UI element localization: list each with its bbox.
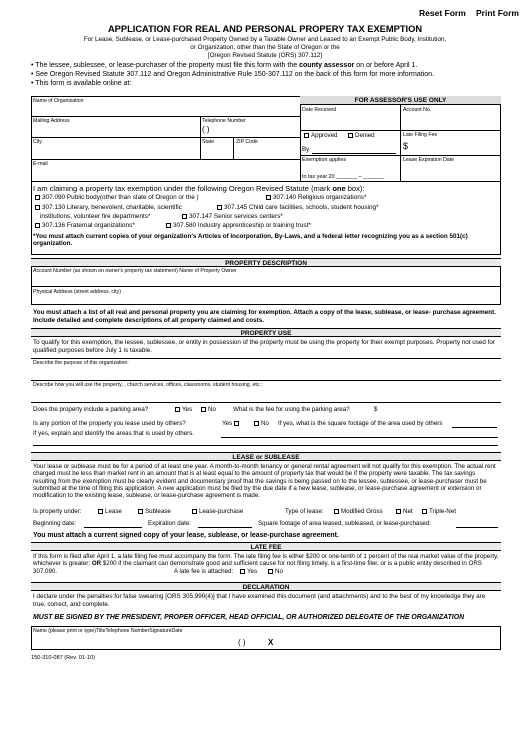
- checkbox-307-140[interactable]: [266, 195, 271, 200]
- signature-phone-input[interactable]: ( ): [238, 638, 246, 647]
- email-label: E-mail: [33, 161, 48, 167]
- mailing-address-input[interactable]: [33, 125, 198, 136]
- option-307-136[interactable]: 307.136 Fraternal organizations*: [33, 222, 135, 229]
- property-under-label: Is property under:: [33, 508, 82, 515]
- physical-address-label: Physical Address (street address, city): [33, 289, 121, 295]
- lease-option[interactable]: Lease: [96, 508, 122, 515]
- leased-sqft-label: Square footage of area leased, subleased, or lease-purchased:: [258, 520, 432, 527]
- option-307-130[interactable]: 307.130 Literary, benevolent, charitable, scientific: [33, 204, 182, 211]
- claim-intro: I am claiming a property tax exemption under the following Oregon Revised Statute (mark one box):: [33, 184, 365, 193]
- lease-expiration-label: Lease Expiration Date: [403, 157, 455, 163]
- parking-yes-option[interactable]: Yes: [173, 406, 192, 413]
- late-filing-fee-label: Late Filing Fee: [403, 132, 438, 138]
- must-be-signed-note: MUST BE SIGNED BY THE PRESIDENT, PROPER OFFICER, HEAD OFFICIAL, OR AUTHORIZED DELEGATE OF THE ORGANIZATION: [33, 614, 465, 621]
- declaration-text: I declare under the penalties for false swearing [ORS 305.990(4)] that I have examined this document (and attachments) and to the best of my knowledge they are true, correct, and complete.: [33, 593, 486, 608]
- net-checkbox[interactable]: [396, 509, 401, 514]
- by-label: By: [302, 146, 310, 153]
- parking-no-option[interactable]: No: [199, 406, 216, 413]
- assessor-use-title: FOR ASSESSOR'S USE ONLY: [300, 96, 501, 105]
- signature-x-mark: X: [268, 638, 274, 647]
- modified-gross-option[interactable]: Modified Gross: [332, 508, 383, 515]
- city-input[interactable]: [33, 146, 198, 157]
- property-use-title: PROPERTY USE: [31, 328, 501, 337]
- used-by-others-question: Is any portion of the property you lease used by others?: [33, 420, 186, 427]
- type-of-lease-label: Type of lease:: [285, 508, 324, 515]
- checkbox-307-090[interactable]: [35, 195, 40, 200]
- sublease-checkbox[interactable]: [138, 509, 143, 514]
- lease-checkbox[interactable]: [98, 509, 103, 514]
- city-label: City: [33, 139, 42, 145]
- signature-input[interactable]: [278, 636, 438, 648]
- modified-gross-checkbox[interactable]: [334, 509, 339, 514]
- org-name-label: Name of Organization: [33, 98, 84, 104]
- others-no-checkbox[interactable]: [254, 421, 259, 426]
- org-name-input[interactable]: [33, 105, 298, 115]
- approved-option[interactable]: Approved: [302, 132, 338, 139]
- date-received-label: Date Received: [302, 107, 337, 113]
- bullet-3: • This form is available online at:: [31, 80, 132, 87]
- explain-others-label: If yes, explain and identify the areas that is used by others.: [33, 430, 194, 437]
- late-fee-no-checkbox[interactable]: [268, 569, 273, 574]
- form-title: APPLICATION FOR REAL AND PERSONAL PROPERY TAX EXEMPTION: [107, 24, 423, 34]
- triple-net-checkbox[interactable]: [422, 509, 427, 514]
- purpose-label: Describe the purpose of this organization:: [33, 360, 129, 366]
- late-fee-yes-option[interactable]: Yes: [238, 568, 257, 575]
- option-307-140[interactable]: 307.140 Religious organizations*: [264, 194, 366, 201]
- physical-address-input[interactable]: [33, 296, 498, 304]
- account-owner-input[interactable]: [33, 275, 498, 285]
- parking-fee-label: What is the fee for using the parking area?: [233, 406, 350, 413]
- lease-purchase-option[interactable]: Lease-purchase: [190, 508, 243, 515]
- email-input[interactable]: [33, 168, 298, 180]
- checkbox-307-130[interactable]: [35, 205, 40, 210]
- others-yes-checkbox[interactable]: [234, 421, 239, 426]
- form-number: 150-310-087 (Rev. 01-10): [31, 655, 95, 661]
- tax-year-label: to tax year 20 _______ – _______: [302, 174, 385, 180]
- property-description-title: PROPERTY DESCRIPTION: [31, 258, 501, 267]
- parking-fee-dollar: $: [374, 406, 378, 413]
- signature-fields-label: Name (please print or type)TitleTelephone NumberSignatureDate: [33, 628, 183, 634]
- date-input[interactable]: [442, 636, 498, 648]
- bullet-2: • See Oregon Revised Statute 307.112 and Oregon Administrative Rule 150-307.112 on the back of this form for more information.: [31, 71, 434, 78]
- account-owner-label: Account Number (as shown on owner's property tax statement) Name of Property Owner: [33, 268, 237, 274]
- parking-yes-checkbox[interactable]: [175, 407, 180, 412]
- parking-fee-input[interactable]: [380, 406, 498, 414]
- late-fee-attached-label: A late fee is attached:: [174, 568, 234, 575]
- net-option[interactable]: Net: [394, 508, 413, 515]
- triple-net-option[interactable]: Triple-Net: [420, 508, 456, 515]
- parking-question: Does the property include a parking area?: [33, 406, 149, 413]
- state-label: State: [202, 139, 215, 145]
- checkbox-307-145[interactable]: [217, 205, 222, 210]
- declaration-title: DECLARATION: [31, 582, 501, 591]
- exemption-applies-label: Exemption applies: [302, 157, 347, 163]
- zip-label: ZIP Code: [236, 139, 258, 145]
- checkbox-307-580[interactable]: [166, 223, 171, 228]
- purpose-input[interactable]: [33, 367, 498, 379]
- checkbox-307-136[interactable]: [35, 223, 40, 228]
- property-use-input[interactable]: [33, 389, 498, 401]
- form-subtitle-2: or Organization, other than the State of Oregon or the: [190, 44, 340, 51]
- late-fee-text: If this form is filed after April 1, a late filing fee must accompany the form. The late filing fee is either $200 or one-tenth of 1 percent of the real market value of the property, whichever is greater; OR $200 if the claimant can demonstrate good and sufficient cause for not filing timely, is a first-time filer, or is a public entity described in ORS 307.090.: [33, 553, 499, 575]
- denied-checkbox[interactable]: [348, 133, 353, 138]
- others-no-option[interactable]: No: [252, 420, 269, 427]
- lease-purchase-checkbox[interactable]: [192, 509, 197, 514]
- checkbox-307-147[interactable]: [182, 214, 187, 219]
- telephone-label: Telephone Number: [202, 118, 246, 124]
- option-307-145[interactable]: 307.145 Child care facilities, schools, student housing*: [215, 204, 379, 211]
- option-307-130-cont: institutions, volunteer fire departments*: [40, 213, 151, 220]
- form-subtitle-3: [Oregon Revised Statute (ORS) 307.112]: [207, 52, 323, 59]
- bullet-1: • The lessee, sublessee, or lease-purchaser of the property must file this form with the county assessor on or before April 1.: [31, 62, 418, 69]
- late-fee-dollar: $: [403, 141, 409, 151]
- approved-checkbox[interactable]: [304, 133, 309, 138]
- property-list-note: You must attach a list of all real and personal property you are claiming for exemption. Attach a copy of the lease, sublease, or lease- purchase agreement. Include detailed and complete descriptions of all property claimed and costs.: [33, 309, 496, 324]
- late-fee-no-option[interactable]: No: [266, 568, 283, 575]
- form-subtitle-1: For Lease, Sublease, or Lease-purchased Property Owned by a Taxable Owner and Leased to an Exempt Public Body, Institution,: [83, 36, 447, 43]
- lease-sublease-title: LEASE or SUBLEASE: [31, 452, 501, 461]
- sublease-option[interactable]: Sublease: [136, 508, 171, 515]
- option-307-090[interactable]: 307.090 Public body(other than state of Oregon or the ): [33, 194, 199, 201]
- account-no-label: Account No.: [403, 107, 432, 113]
- mailing-address-label: Mailing Address: [33, 118, 70, 124]
- title-input[interactable]: [162, 636, 222, 648]
- beginning-date-label: Beginning date:: [33, 520, 77, 527]
- reset-form-button[interactable]: Reset Form: [419, 8, 466, 18]
- late-fee-yes-checkbox[interactable]: [240, 569, 245, 574]
- others-yes-option[interactable]: Yes: [222, 420, 241, 427]
- name-input[interactable]: [33, 636, 158, 648]
- option-307-147[interactable]: 307.147 Senior services centers*: [180, 213, 283, 220]
- expiration-date-label: Expiration date:: [148, 520, 191, 527]
- parking-no-checkbox[interactable]: [201, 407, 206, 412]
- attach-lease-note: You must attach a current signed copy of your lease, sublease, or lease-purchase agreement.: [33, 532, 339, 539]
- denied-option[interactable]: Denied: [346, 132, 375, 139]
- lease-sublease-text: Your lease or sublease must be for a period of at least one year. A month-to-month tenancy or general rental agreement will not qualify for this exemption. The actual rent charged must be less than market rent in an amount that is at least equal to the amount of property tax that would be if the property were taxable. The tax savings resulting from the exemption must be clearly evident and documentary proof that the savings is being passed on to the lessee, sublessee, or lease-purchaser must be submitted at the time of filing this application. A new application must be filed by the due date if a new lease, sublease, or lease-purchase agreement or extension or modification to the existing lease, sublease, or lease-purchase agreement is made.: [33, 463, 496, 500]
- attach-articles-note: *You must attach current copies of your organization's Articles of Incorporation, By-Laws, and a federal letter recognizing you as a section 501(c) organization.: [33, 233, 468, 248]
- option-307-580[interactable]: 307.580 Industry apprenticeship or training trust*: [164, 222, 311, 229]
- telephone-input[interactable]: ( ): [202, 125, 210, 134]
- property-use-label: Describe how you will use the property, , church services, offices, classrooms, student housing, etc.:: [33, 382, 263, 388]
- print-form-button[interactable]: Print Form: [476, 8, 519, 18]
- property-use-intro: To qualify for this exemption, the lessee, sublessee, or entity in possession of the property must be using the property for their exempt purposes. Property not used for qualified purposes before July 1 is taxable.: [33, 339, 496, 354]
- late-fee-title: LATE FEE: [31, 542, 501, 551]
- others-sqft-label: If yes, what is the square footage of the area used by others: [278, 420, 443, 427]
